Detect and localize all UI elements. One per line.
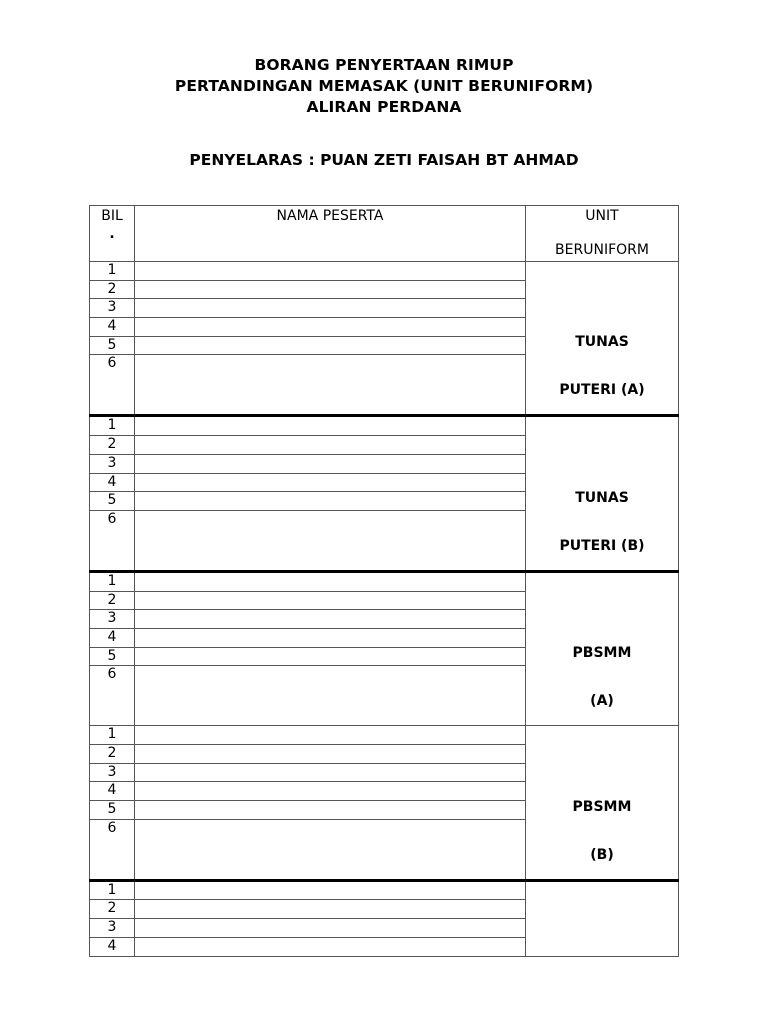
- participant-name-cell[interactable]: [135, 454, 526, 473]
- row-number: 6: [90, 819, 135, 880]
- row-number: 1: [90, 880, 135, 900]
- participant-row: [90, 416, 679, 436]
- row-number: 4: [90, 782, 135, 801]
- row-number: 1: [90, 416, 135, 436]
- unit-cell: [526, 262, 679, 416]
- title-line-1: BORANG PENYERTAAN RIMUP: [254, 56, 514, 74]
- row-number: 2: [90, 280, 135, 299]
- table-header-row: [90, 206, 679, 262]
- participant-name-cell[interactable]: [135, 591, 526, 610]
- participant-name-cell[interactable]: [135, 571, 526, 591]
- participant-row: [90, 880, 679, 900]
- row-number: 3: [90, 454, 135, 473]
- unit-cell: [526, 880, 679, 956]
- participant-name-cell[interactable]: [135, 666, 526, 726]
- participant-name-cell[interactable]: [135, 819, 526, 880]
- col-header-bil-label: BIL: [101, 208, 123, 224]
- participant-name-cell[interactable]: [135, 900, 526, 919]
- col-header-unit: [526, 206, 679, 262]
- participant-name-cell[interactable]: [135, 628, 526, 647]
- participant-name-cell[interactable]: [135, 919, 526, 938]
- col-header-bil: [90, 206, 135, 262]
- col-header-unit-line1: UNIT: [585, 208, 619, 224]
- row-number: 2: [90, 900, 135, 919]
- row-number: 2: [90, 745, 135, 764]
- title-line-3: ALIRAN PERDANA: [306, 98, 462, 116]
- participant-name-cell[interactable]: [135, 937, 526, 956]
- row-number: 1: [90, 571, 135, 591]
- participant-name-cell[interactable]: [135, 510, 526, 571]
- row-number: 6: [90, 510, 135, 571]
- row-number: 3: [90, 763, 135, 782]
- participant-name-cell[interactable]: [135, 801, 526, 820]
- participant-name-cell[interactable]: [135, 355, 526, 416]
- unit-name-line2: (B): [590, 846, 614, 863]
- participant-name-cell[interactable]: [135, 436, 526, 455]
- row-number: 4: [90, 318, 135, 337]
- col-header-unit-line2: BERUNIFORM: [555, 242, 649, 258]
- unit-name-line2: PUTERI (A): [559, 382, 645, 399]
- unit-name-line2: PUTERI (B): [559, 537, 645, 554]
- participant-name-cell[interactable]: [135, 763, 526, 782]
- unit-name-line1: TUNAS: [575, 334, 629, 351]
- participant-row: [90, 571, 679, 591]
- participant-name-cell[interactable]: [135, 726, 526, 745]
- row-number: 2: [90, 591, 135, 610]
- participant-name-cell[interactable]: [135, 280, 526, 299]
- participant-name-cell[interactable]: [135, 473, 526, 492]
- participant-name-cell[interactable]: [135, 647, 526, 666]
- participant-name-cell[interactable]: [135, 318, 526, 337]
- participant-name-cell[interactable]: [135, 610, 526, 629]
- unit-name-line1: PBSMM: [572, 645, 632, 662]
- col-header-nama: NAMA PESERTA: [135, 206, 526, 262]
- unit-name-line1: PBSMM: [572, 798, 632, 815]
- entry-table: [89, 205, 679, 957]
- row-number: 6: [90, 355, 135, 416]
- participant-name-cell[interactable]: [135, 416, 526, 436]
- row-number: 4: [90, 628, 135, 647]
- participant-name-cell[interactable]: [135, 745, 526, 764]
- coordinator-line: PENYELARAS : PUAN ZETI FAISAH BT AHMAD: [189, 151, 579, 169]
- row-number: 2: [90, 436, 135, 455]
- unit-cell: [526, 571, 679, 725]
- participant-name-cell[interactable]: [135, 262, 526, 281]
- row-number: 1: [90, 726, 135, 745]
- unit-cell: [526, 726, 679, 880]
- participant-row: [90, 726, 679, 745]
- form-title: [0, 55, 768, 118]
- row-number: 6: [90, 666, 135, 726]
- row-number: 5: [90, 492, 135, 511]
- row-number: 3: [90, 299, 135, 318]
- row-number: 5: [90, 647, 135, 666]
- title-line-2: PERTANDINGAN MEMASAK (UNIT BERUNIFORM): [174, 77, 594, 95]
- participant-name-cell[interactable]: [135, 782, 526, 801]
- unit-name-line2: (A): [590, 693, 614, 710]
- participant-name-cell[interactable]: [135, 880, 526, 900]
- participant-name-cell[interactable]: [135, 336, 526, 355]
- row-number: 5: [90, 801, 135, 820]
- row-number: 3: [90, 919, 135, 938]
- row-number: 4: [90, 473, 135, 492]
- participant-name-cell[interactable]: [135, 299, 526, 318]
- row-number: 1: [90, 262, 135, 281]
- participant-name-cell[interactable]: [135, 492, 526, 511]
- row-number: 5: [90, 336, 135, 355]
- col-header-bil-dot: .: [109, 226, 115, 242]
- unit-name-line1: TUNAS: [575, 489, 629, 506]
- unit-cell: [526, 416, 679, 571]
- row-number: 4: [90, 937, 135, 956]
- participant-row: [90, 262, 679, 281]
- row-number: 3: [90, 610, 135, 629]
